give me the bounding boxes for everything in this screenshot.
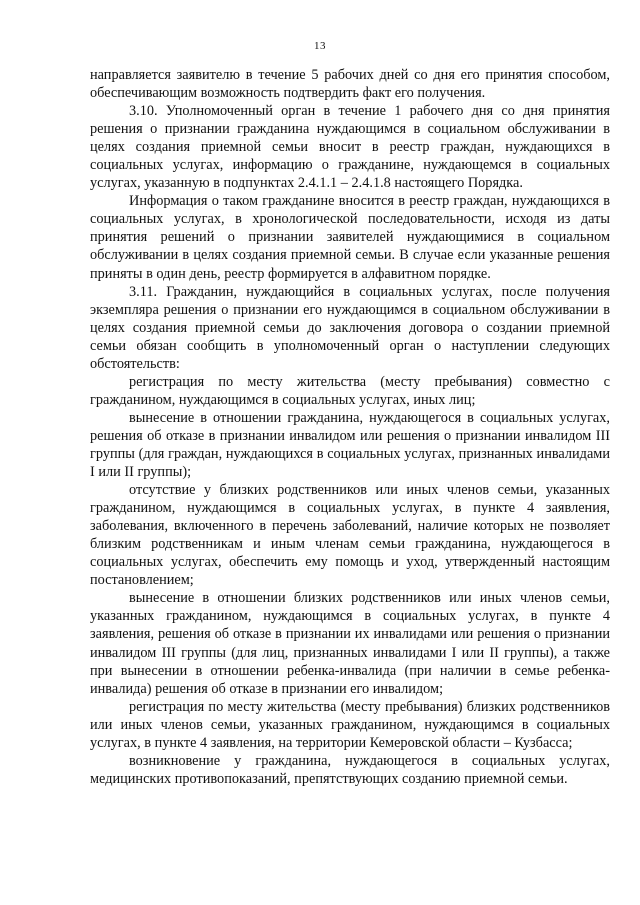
paragraph-continuation: направляется заявителю в течение 5 рабочих дней со дня его принятия способом, обеспечивающим возможность подтвердить факт его получения. [90, 67, 610, 102]
list-item-relatives-no-disease: отсутствие у близких родственников или иных членов семьи, указанных гражданином, нуждающимся в социальных услугах, в пункте 4 заявления, заболевания, включенного в перечень заболеваний, наличие которых не позволяет близким родственникам и иным членам семьи гражданина, нуждающегося в социальных услугах, обеспечить ему помощь и уход, утвержденный настоящим постановлением; [90, 482, 610, 589]
list-item-registration-other-persons: регистрация по месту жительства (месту пребывания) совместно с гражданином, нуждающимся в социальных услугах, иных лиц; [90, 373, 610, 408]
paragraph-3-11: 3.11. Гражданин, нуждающийся в социальных услугах, после получения экземпляра решения о признании его нуждающимся в социальном обслуживании в целях создания приемной семьи до заключения договора о создании приемной семьи обязан сообщить в уполномоченный орган о наступлении следующих обстоятельств: [90, 283, 610, 372]
document-body [90, 66, 610, 788]
list-item-relatives-registration: регистрация по месту жительства (месту пребывания) близких родственников или иных членов семьи, указанных гражданином, нуждающимся в социальных услугах, в пункте 4 заявления, на территории Кемеровской области – Кузбасса; [90, 698, 610, 751]
paragraph-3-10: 3.10. Уполномоченный орган в течение 1 рабочего дня со дня принятия решения о признании гражданина нуждающимся в социальном обслуживании в целях создания приемной семьи вносит в реестр граждан, нуждающихся в социальных услугах, информацию о гражданине, нуждающемся в социальных услугах, указанную в подпунктах 2.4.1.1 – 2.4.1.8 настоящего Порядка. [90, 103, 610, 192]
list-item-medical-contraindications: возникновение у гражданина, нуждающегося в социальных услугах, медицинских противопоказаний, препятствующих созданию приемной семьи. [90, 752, 610, 787]
list-item-disability-refusal: вынесение в отношении гражданина, нуждающегося в социальных услугах, решения об отказе в признании инвалидом или решения о признании инвалидом III группы (для граждан, нуждающихся в социальных услугах, признанных инвалидами I или II группы); [90, 409, 610, 481]
paragraph-registry-info: Информация о таком гражданине вносится в реестр граждан, нуждающихся в социальных услугах, в хронологической последовательности, исходя из даты принятия решений о признании заявителей нуждающимися в социальном обслуживании в целях создания приемной семьи. В случае если указанные решения приняты в один день, реестр формируется в алфавитном порядке. [90, 193, 610, 282]
list-item-relatives-disability-refusal: вынесение в отношении близких родственников или иных членов семьи, указанных гражданином, нуждающимся в социальных услугах, в пункте 4 заявления, решения об отказе в признании их инвалидами или решения о признании инвалидом III группы (для лиц, признанных инвалидами I или II группы), а также при вынесении в отношении ребенка-инвалида (при наличии в семье ребенка-инвалида) решения об отказе в признании его инвалидом; [90, 590, 610, 697]
page-number: 13 [314, 40, 326, 52]
